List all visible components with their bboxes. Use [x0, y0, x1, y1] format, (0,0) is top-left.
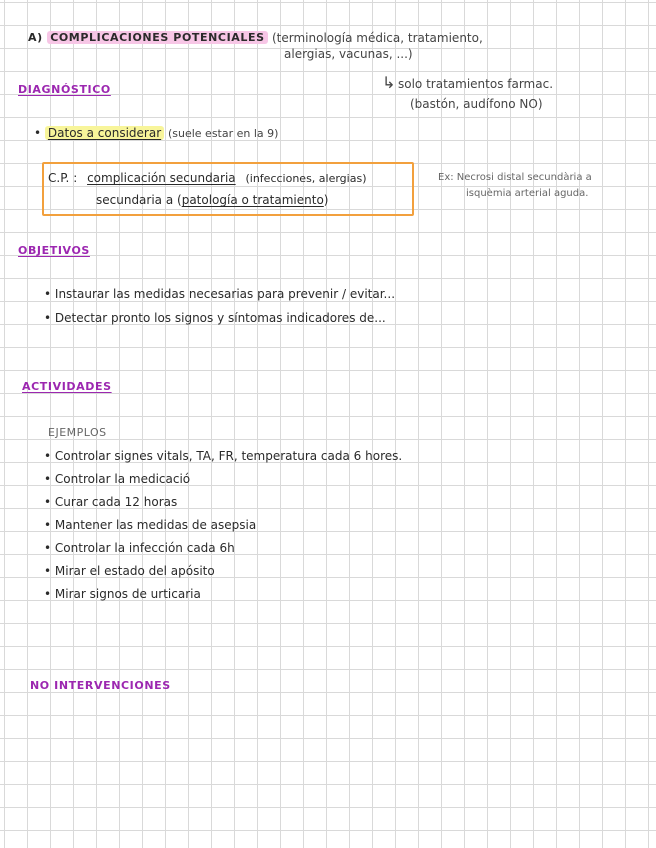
title-note-line2: alergias, vacunas, ...) [284, 47, 413, 61]
title-note-line1: (terminología médica, tratamiento, [272, 31, 483, 45]
objetivo-text: Detectar pronto los signos y síntomas indicadores de... [54, 311, 386, 325]
datos-bullet [34, 127, 278, 141]
cp-line1 [48, 172, 366, 186]
actividades-heading: ACTIVIDADES [22, 380, 112, 393]
actividad-item [44, 542, 235, 556]
bullet-icon: • [44, 472, 52, 486]
bullet-icon: • [44, 518, 52, 532]
actividad-item [44, 473, 190, 487]
bullet-icon: • [44, 311, 52, 325]
objetivo-text: Instaurar las medidas necesarias para prevenir / evitar... [54, 287, 396, 301]
bullet-icon: • [44, 449, 52, 463]
datos-highlight: Datos a considerar [45, 126, 164, 140]
actividad-text: Controlar la medicació [54, 472, 191, 486]
bullet-icon: • [44, 541, 52, 555]
title-prefix: A) [28, 31, 43, 44]
side-note-line2: (bastón, audífono NO) [410, 97, 543, 111]
cp-underlined-1: complicación secundaria [87, 171, 236, 185]
actividad-text: Controlar signes vitals, TA, FR, temperatura cada 6 hores. [54, 449, 403, 463]
bullet-icon: • [44, 495, 52, 509]
actividad-item [44, 496, 177, 510]
example-line1: Ex: Necrosi distal secundària a [438, 172, 592, 183]
example-line2: isquèmia arterial aguda. [466, 188, 589, 199]
actividad-text: Mantener las medidas de asepsia [54, 518, 257, 532]
bullet-icon: • [44, 587, 52, 601]
arrow-icon: ↳ [382, 73, 396, 92]
actividad-item [44, 519, 256, 533]
actividad-item [44, 565, 215, 579]
ejemplos-subheading: EJEMPLOS [48, 426, 107, 439]
objetivo-item [44, 312, 386, 326]
actividad-text: Curar cada 12 horas [54, 495, 178, 509]
cp-line2 [96, 194, 328, 208]
actividad-text: Mirar signos de urticaria [54, 587, 201, 601]
bullet-icon: • [34, 126, 42, 140]
cp-rest-1: (infecciones, alergias) [245, 172, 367, 185]
title-main: COMPLICACIONES POTENCIALES [47, 31, 267, 44]
objetivos-heading: OBJETIVOS [18, 244, 90, 257]
objetivo-item [44, 288, 395, 302]
actividad-item [44, 588, 201, 602]
bullet-icon: • [44, 287, 52, 301]
cp-suffix-2: ) [323, 193, 329, 207]
cp-prefix-2: secundaria a ( [96, 193, 182, 207]
no-intervenciones-heading: NO INTERVENCIONES [30, 679, 171, 692]
cp-label: C.P. : [48, 171, 78, 185]
actividad-text: Mirar el estado del apósito [54, 564, 215, 578]
title [28, 32, 268, 45]
side-note-line1: solo tratamientos farmac. [398, 77, 554, 91]
diagnostico-heading: DIAGNÓSTICO [18, 83, 111, 96]
actividad-item [44, 450, 402, 464]
datos-note: (suele estar en la 9) [167, 127, 279, 140]
cp-underlined-2: patología o tratamiento [181, 193, 324, 207]
actividad-text: Controlar la infección cada 6h [54, 541, 235, 555]
bullet-icon: • [44, 564, 52, 578]
